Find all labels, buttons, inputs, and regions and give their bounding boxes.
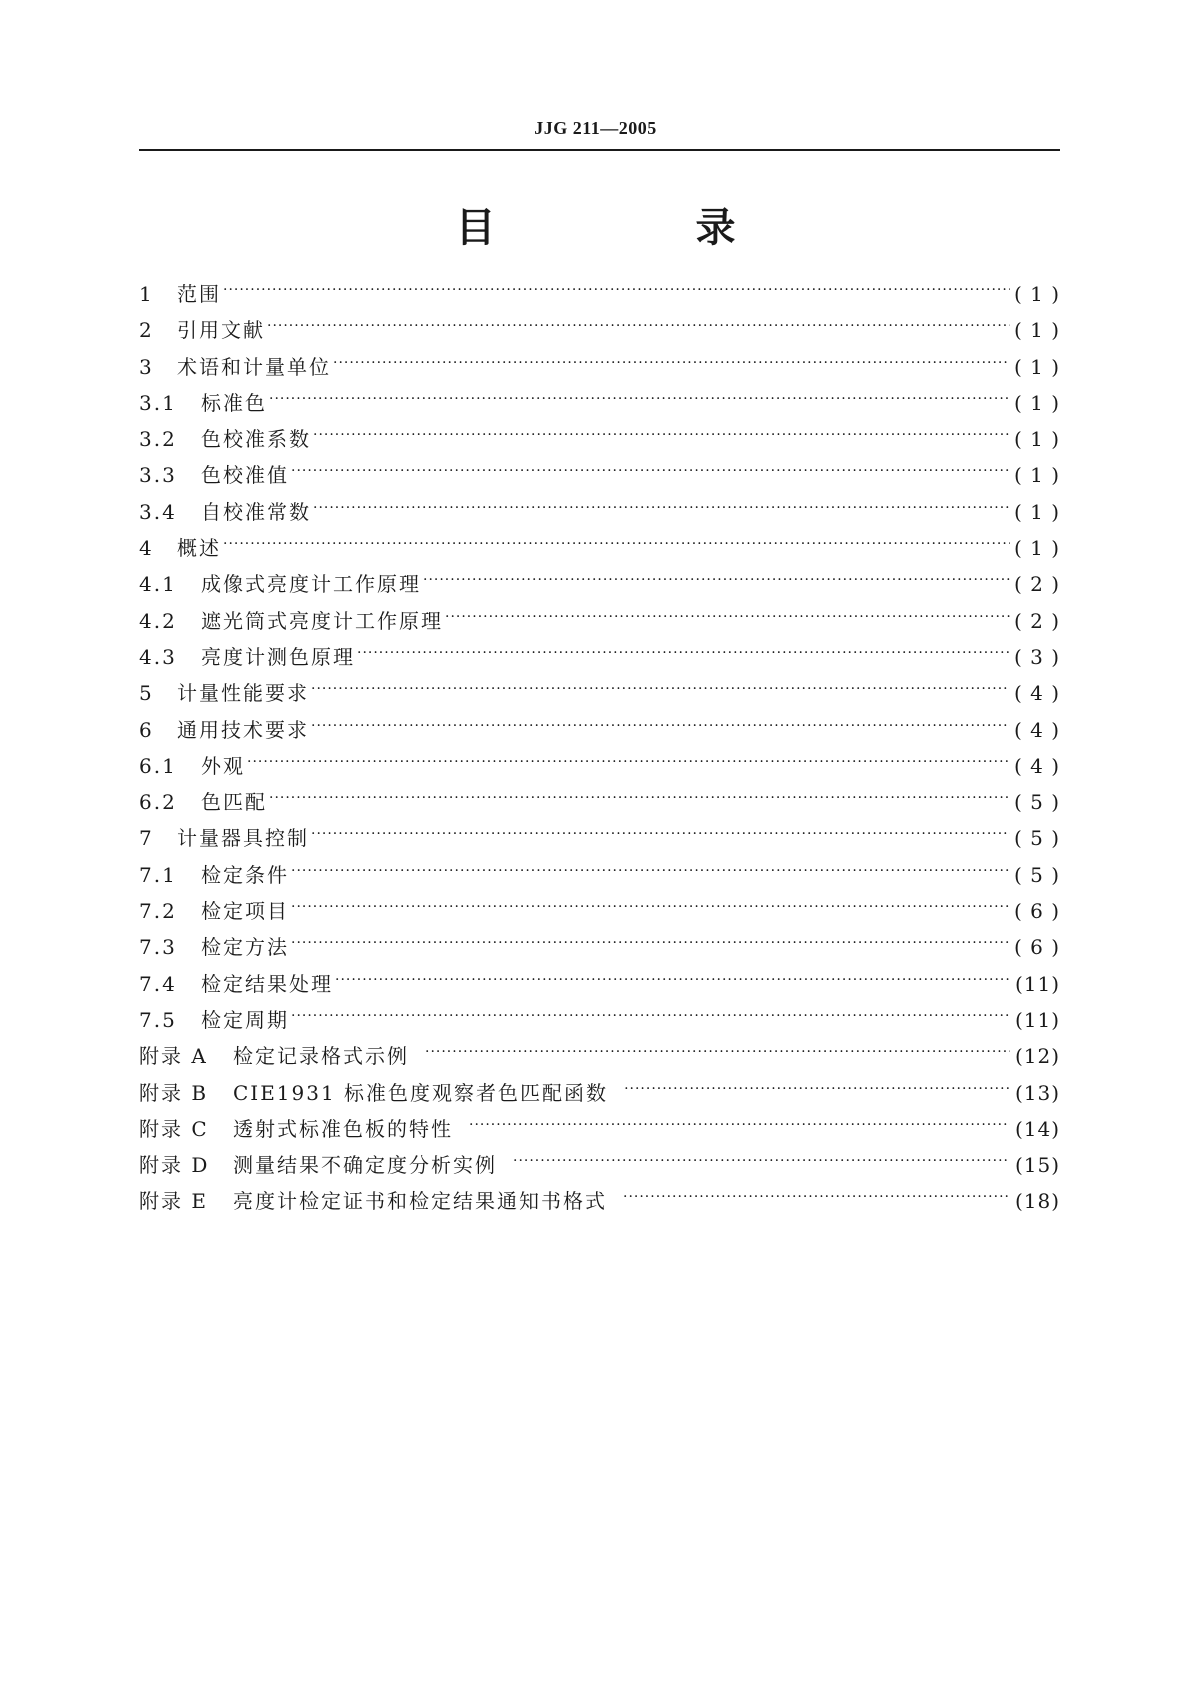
toc-entry-number: 1 [139,282,154,306]
toc-entry [139,930,1060,966]
toc-entry-page: ( 1 ) [1014,536,1061,561]
toc-entry-number: 附录 E [139,1189,208,1214]
toc-entry [139,495,1060,531]
toc-entry-label: 透射式标准色板的特性 [233,1116,453,1141]
toc-dot-leader [357,640,1010,664]
toc-entry-page: (13) [1014,1080,1060,1105]
toc-entry-page: ( 1 ) [1014,282,1061,306]
toc-entry [139,531,1060,567]
toc-entry-number: 6 [139,717,154,742]
toc-entry-page: ( 1 ) [1014,427,1061,452]
toc-entry-label: 外观 [201,753,245,778]
page-title: 目 录 [455,205,816,251]
toc-entry-page: ( 4 ) [1014,753,1061,778]
toc-entry-number: 4.1 [139,572,177,597]
toc-dot-leader [311,821,1010,845]
toc-dot-leader [445,604,1010,628]
toc-entry-number: 附录 D [139,1153,210,1178]
toc-entry-page: (14) [1014,1116,1060,1141]
toc-entry-label: 检定项目 [201,899,289,924]
toc-dot-leader [313,422,1010,446]
toc-entry-label: 术语和计量单位 [177,354,331,379]
toc-entry [139,1039,1060,1075]
toc-entry-label: 亮度计检定证书和检定结果通知书格式 [233,1189,607,1214]
toc-dot-leader [425,1039,1010,1063]
toc-entry [139,386,1060,422]
toc-entry-label: 检定记录格式示例 [233,1044,409,1069]
toc-dot-leader [469,1112,1010,1136]
toc-dot-leader [291,458,1010,482]
toc-entry-number: 6.2 [139,790,177,815]
header-rule [139,149,1060,151]
toc-entry-page: (18) [1014,1189,1060,1214]
toc-entry-label: 引用文献 [177,318,265,343]
toc-dot-leader [423,567,1010,591]
toc-dot-leader [223,277,1010,301]
toc-dot-leader [335,967,1010,991]
toc-entry-number: 2 [139,318,154,343]
toc-dot-leader [291,894,1010,918]
toc-entry-label: 色校准系数 [201,427,311,452]
toc-entry-page: ( 1 ) [1014,499,1061,524]
toc-entry-number: 3 [139,354,154,379]
toc-entry-label: 遮光筒式亮度计工作原理 [201,608,443,633]
toc-entry-label: 成像式亮度计工作原理 [201,572,421,597]
toc-entry-page: ( 1 ) [1014,354,1061,379]
toc-dot-leader [623,1184,1010,1208]
toc-entry [139,821,1060,857]
toc-entry [139,785,1060,821]
toc-entry-page: ( 2 ) [1014,572,1061,597]
toc-entry-page: ( 3 ) [1014,644,1061,669]
toc-entry [139,1184,1060,1220]
toc-entry-number: 7.1 [139,862,177,887]
toc-dot-leader [624,1076,1010,1100]
toc-entry-page: ( 4 ) [1014,681,1061,706]
toc-entry-number: 6.1 [139,753,177,778]
table-of-contents [139,277,1060,1221]
toc-entry [139,458,1060,494]
toc-dot-leader [267,313,1010,337]
toc-dot-leader [311,713,1010,737]
toc-entry [139,1076,1060,1112]
toc-entry-page: ( 1 ) [1014,318,1061,343]
toc-entry-page: (11) [1014,971,1060,996]
toc-entry-label: 色校准值 [201,463,289,488]
toc-entry-label: 通用技术要求 [177,717,309,742]
toc-entry-number: 7.2 [139,899,177,924]
toc-entry-page: ( 4 ) [1014,717,1061,742]
toc-entry-number: 3.4 [139,499,177,524]
toc-dot-leader [247,749,1010,773]
toc-entry-number: 4.3 [139,644,177,669]
toc-entry [139,967,1060,1003]
toc-entry [139,749,1060,785]
toc-dot-leader [223,531,1010,555]
toc-dot-leader [291,1003,1010,1027]
toc-entry-label: 色匹配 [201,790,267,815]
toc-entry-page: ( 5 ) [1014,862,1061,887]
toc-entry-page: (15) [1014,1153,1060,1178]
toc-entry [139,313,1060,349]
toc-entry-label: 测量结果不确定度分析实例 [233,1153,497,1178]
toc-entry [139,858,1060,894]
toc-entry-number: 7.3 [139,935,177,960]
toc-entry [139,567,1060,603]
toc-entry-number: 7.5 [139,1007,177,1032]
toc-entry-page: ( 6 ) [1014,935,1061,960]
toc-dot-leader [311,676,1010,700]
toc-entry-page: (11) [1014,1007,1060,1032]
document-code: JJG 211—2005 [534,118,657,138]
toc-entry-label: 标准色 [201,390,267,415]
toc-dot-leader [291,930,1010,954]
toc-entry [139,350,1060,386]
toc-entry-number: 3.3 [139,463,177,488]
toc-entry-number: 3.2 [139,427,177,452]
toc-entry-label: 检定条件 [201,862,289,887]
toc-entry-number: 7 [139,826,154,851]
toc-entry [139,676,1060,712]
toc-entry-label: 计量性能要求 [177,681,309,706]
toc-dot-leader [513,1148,1010,1172]
toc-dot-leader [269,785,1010,809]
toc-entry [139,640,1060,676]
toc-entry-number: 附录 B [139,1080,209,1105]
toc-entry-label: 检定方法 [201,935,289,960]
toc-entry [139,894,1060,930]
toc-entry-label: 概述 [177,536,221,561]
toc-entry-number: 7.4 [139,971,177,996]
toc-entry-page: (12) [1014,1044,1060,1069]
toc-entry [139,713,1060,749]
toc-entry-label: 检定结果处理 [201,971,333,996]
toc-entry-label: 计量器具控制 [177,826,309,851]
toc-entry [139,604,1060,640]
toc-entry [139,1003,1060,1039]
toc-dot-leader [269,386,1010,410]
toc-entry-page: ( 5 ) [1014,790,1061,815]
toc-entry-page: ( 5 ) [1014,826,1061,851]
toc-entry-page: ( 2 ) [1014,608,1061,633]
toc-entry-number: 附录 A [139,1044,208,1069]
toc-entry-label: 检定周期 [201,1007,289,1032]
toc-entry [139,422,1060,458]
toc-entry-label: CIE1931 标准色度观察者色匹配函数 [233,1080,609,1105]
toc-entry-page: ( 1 ) [1014,463,1061,488]
toc-entry-label: 自校准常数 [201,499,311,524]
toc-entry-number: 4.2 [139,608,177,633]
toc-dot-leader [313,495,1010,519]
toc-entry-number: 4 [139,536,154,561]
toc-entry [139,1148,1060,1184]
toc-entry-page: ( 1 ) [1014,390,1061,415]
toc-entry [139,1112,1060,1148]
toc-entry-number: 附录 C [139,1116,209,1141]
toc-dot-leader [333,350,1010,374]
toc-entry-page: ( 6 ) [1014,899,1061,924]
toc-entry [139,277,1060,313]
toc-entry-number: 5 [139,681,154,706]
toc-dot-leader [291,858,1010,882]
toc-entry-label: 范围 [177,282,221,306]
toc-entry-number: 3.1 [139,390,177,415]
toc-entry-label: 亮度计测色原理 [201,644,355,669]
